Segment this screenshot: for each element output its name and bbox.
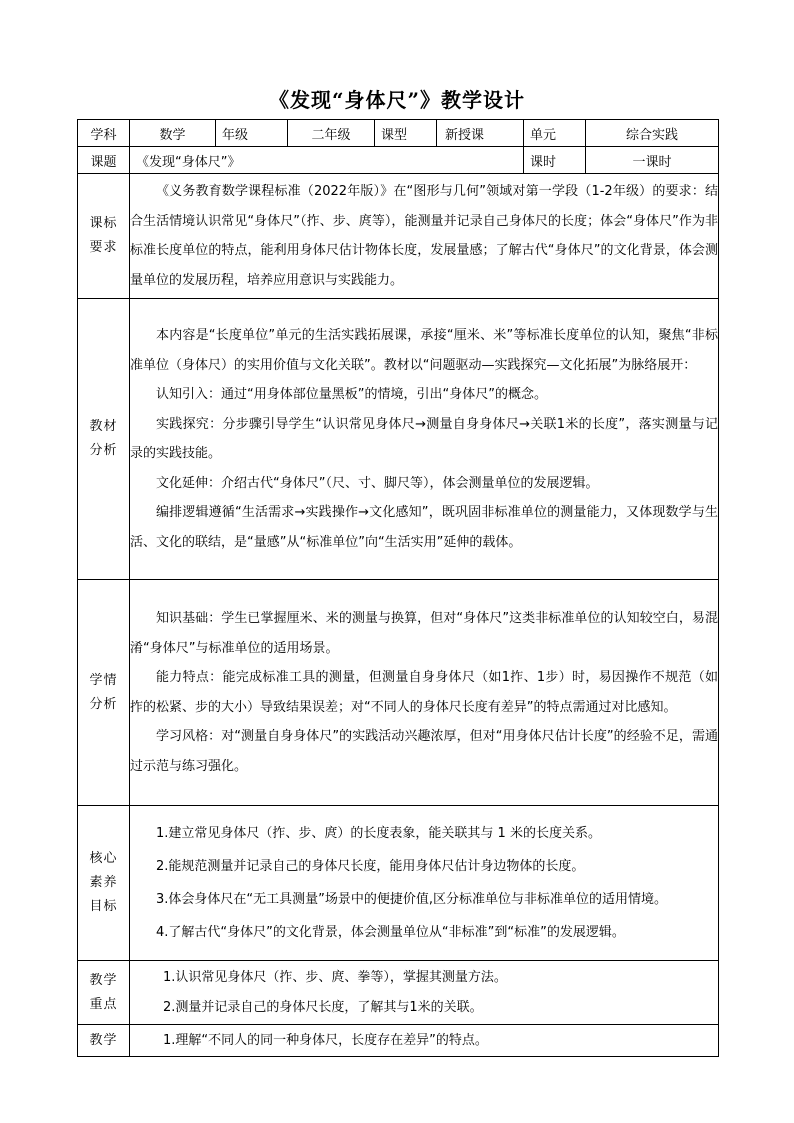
type-value: 新授课 <box>437 120 524 147</box>
students-label: 学情 分析 <box>78 580 130 806</box>
unit-value: 综合实践 <box>586 120 719 147</box>
info-row-1 <box>78 120 719 147</box>
goals-text: 1.建立常见身体尺（拃、步、庹）的长度表象，能关联其与 1 米的长度关系。 2.能规范测量并记录自己的身体尺长度，能用身体尺估计身边物体的长度。 3.体会身体尺在“无工具测量”场景中的便捷价值,区分标准单位与非标准单位的适用情境。 4.了解古代“身体尺”的文化背景，体会测量单位从“非标准”到“标准”的发展逻辑。 <box>130 806 719 961</box>
hours-label: 课时 <box>524 147 586 174</box>
lesson-plan-table <box>77 119 719 1057</box>
grade-value: 二年级 <box>288 120 375 147</box>
topic-label: 课题 <box>78 147 130 174</box>
difficulties-text: 1.理解“不同人的同一种身体尺，长度存在差异”的特点。 <box>130 1025 719 1057</box>
difficulties-label: 教学 <box>78 1025 130 1057</box>
document-title: 《发现“身体尺”》教学设计 <box>268 88 525 112</box>
unit-label: 单元 <box>524 120 586 147</box>
subject-value: 数学 <box>130 120 216 147</box>
standards-text: 《义务教育数学课程标准（2022年版）》在“图形与几何”领域对第一学段（1-2年级）的要求：结合生活情境认识常见“身体尺”（拃、步、庹等），能测量并记录自己身体尺的长度；体会“身体尺”作为非标准长度单位的特点，能利用身体尺估计物体长度，发展量感；了解古代“身体尺”的文化背景，体会测量单位的发展历程，培养应用意识与实践能力。 <box>130 174 719 299</box>
goals-row <box>78 806 719 961</box>
topic-value: 《发现“身体尺”》 <box>130 147 524 174</box>
textbook-label: 教材 分析 <box>78 299 130 580</box>
key-points-text: 1.认识常见身体尺（拃、步、庹、拳等），掌握其测量方法。 2.测量并记录自己的身体尺长度，了解其与1米的关联。 <box>130 961 719 1025</box>
grade-label: 年级 <box>216 120 288 147</box>
goals-label: 核心 素养 目标 <box>78 806 130 961</box>
type-label: 课型 <box>375 120 437 147</box>
students-text: 知识基础：学生已掌握厘米、米的测量与换算，但对“身体尺”这类非标准单位的认知较空白，易混淆“身体尺”与标准单位的适用场景。 能力特点：能完成标准工具的测量，但测量自身身体尺（如1拃、1步）时，易因操作不规范（如拃的松紧、步的大小）导致结果误差；对“不同人的身体尺长度有差异”的特点需通过对比感知。 学习风格：对“测量自身身体尺”的实践活动兴趣浓厚，但对“用身体尺估计长度”的经验不足，需通过示范与练习强化。 <box>130 580 719 806</box>
info-row-2 <box>78 147 719 174</box>
standards-row <box>78 174 719 299</box>
key-points-row <box>78 961 719 1025</box>
textbook-row <box>78 299 719 580</box>
subject-label: 学科 <box>78 120 130 147</box>
difficulties-row <box>78 1025 719 1057</box>
key-points-label: 教学 重点 <box>78 961 130 1025</box>
standards-label: 课标 要求 <box>78 174 130 299</box>
students-row <box>78 580 719 806</box>
hours-value: 一课时 <box>586 147 719 174</box>
textbook-text: 本内容是“长度单位”单元的生活实践拓展课，承接“厘米、米”等标准长度单位的认知，聚焦“非标准单位（身体尺）的实用价值与文化关联”。教材以“问题驱动—实践探究—文化拓展”为脉络展开： 认知引入：通过“用身体部位量黑板”的情境，引出“身体尺”的概念。 实践探究：分步骤引导学生“认识常见身体尺→测量自身身体尺→关联1米的长度”，落实测量与记录的实践技能。 文化延伸：介绍古代“身体尺”（尺、寸、脚尺等），体会测量单位的发展逻辑。 编排逻辑遵循“生活需求→实践操作→文化感知”，既巩固非标准单位的测量能力，又体现数学与生活、文化的联结，是“量感”从“标准单位”向“生活实用”延伸的载体。 <box>130 299 719 580</box>
